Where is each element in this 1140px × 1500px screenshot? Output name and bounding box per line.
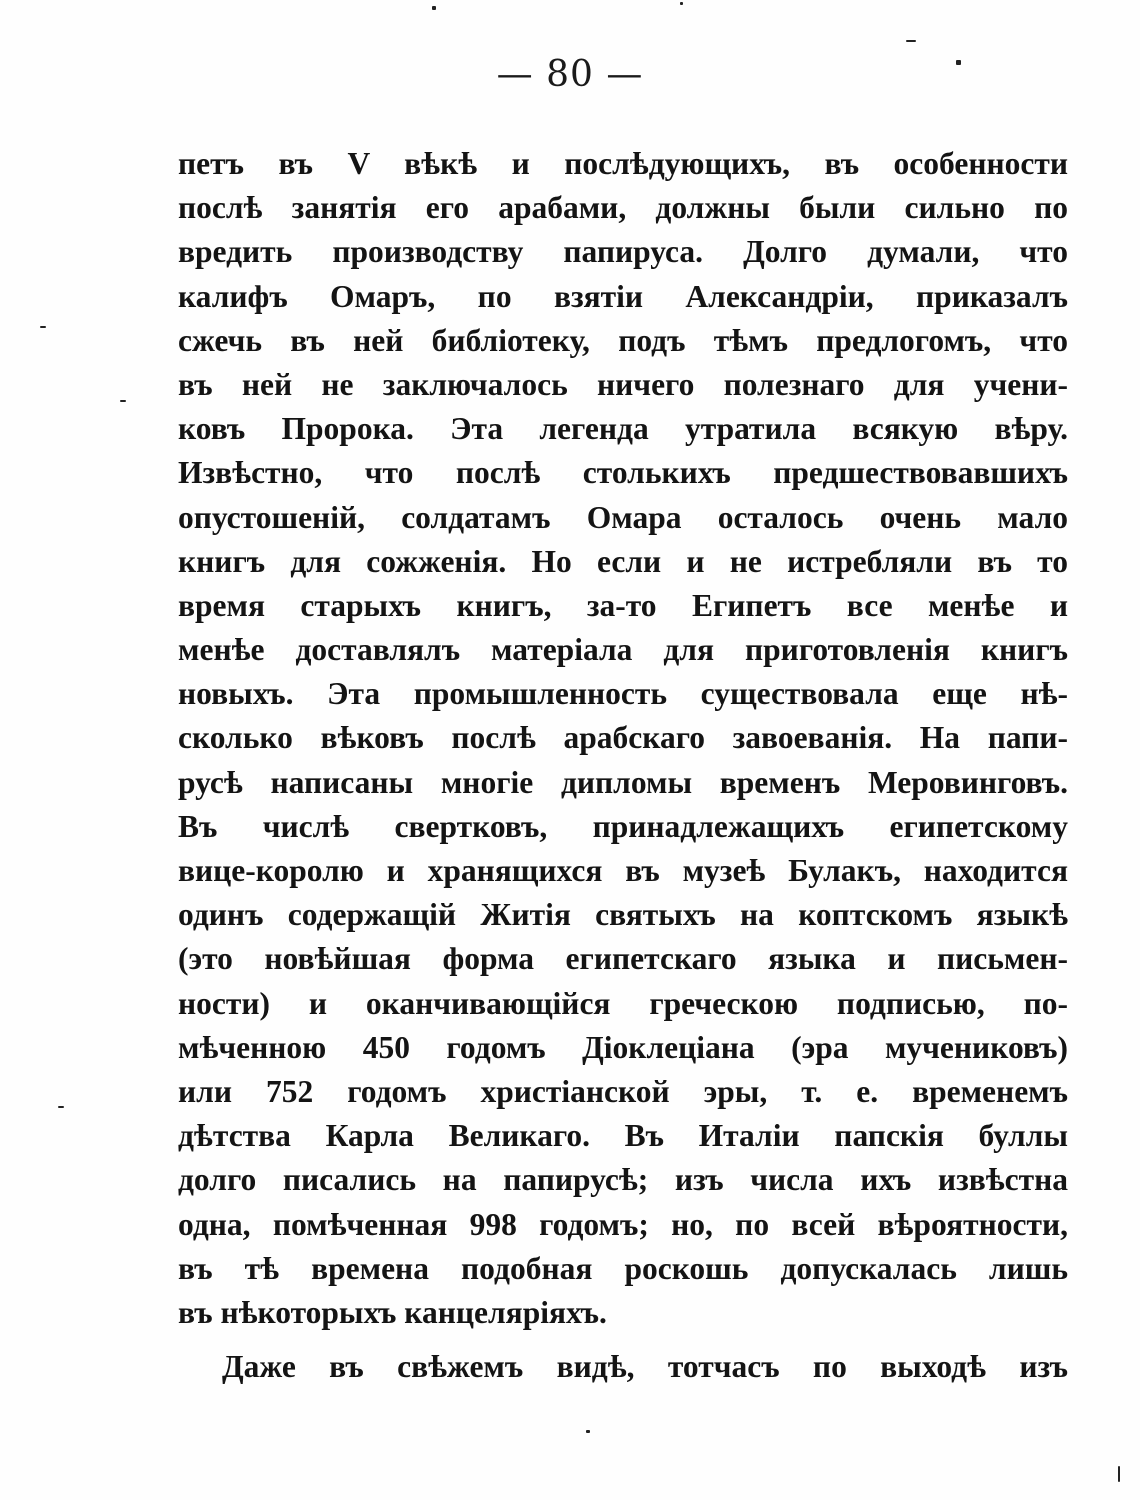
text-line: вице-королю и хранящихся въ музеѣ Булакъ, находится (178, 853, 1068, 888)
text-line: Извѣстно, что послѣ столькихъ предшествовавшихъ (178, 455, 1068, 491)
text-line: долго писались на папирусѣ; изъ числа ихъ извѣстна (178, 1162, 1068, 1198)
print-speck (680, 2, 683, 5)
text-line: (это новѣйшая форма египетскаго языка и письмен- (178, 941, 1068, 977)
print-speck (906, 40, 916, 42)
text-line: ковъ Пророка. Эта легенда утратила всякую вѣру. (178, 411, 1068, 447)
text-line: въ нѣкоторыхъ канцеляріяхъ. (178, 1294, 607, 1330)
text-line: послѣ занятія его арабами, должны были сильно по (178, 190, 1068, 226)
print-speck (120, 400, 126, 402)
body-text (178, 142, 1068, 1389)
print-speck (432, 6, 436, 10)
text-line: опустошеній, солдатамъ Омара осталось очень мало (178, 499, 1068, 535)
print-speck (40, 326, 46, 328)
text-line: Въ числѣ свертковъ, принадлежащихъ египетскому (178, 808, 1068, 844)
text-line: русѣ написаны многіе дипломы временъ Меровинговъ. (178, 764, 1068, 800)
text-line: дѣтства Карла Великаго. Въ Италіи папскія буллы (178, 1118, 1068, 1154)
text-line: въ тѣ времена подобная роскошь допускалась лишь (178, 1250, 1068, 1286)
text-line: въ ней не заключалось ничего полезнаго для учени- (178, 366, 1068, 402)
text-line: новыхъ. Эта промышленность существовала еще нѣ- (178, 676, 1068, 712)
print-speck (586, 1430, 590, 1433)
text-line: менѣе доставлялъ матеріала для приготовленія книгъ (178, 632, 1068, 668)
print-speck (58, 1106, 64, 1108)
text-line: вредить производству папируса. Долго думали, что (178, 234, 1068, 270)
print-speck (1118, 1466, 1120, 1482)
text-line: одинъ содержащій Житія святыхъ на коптскомъ языкѣ (178, 897, 1068, 933)
text-line: время старыхъ книгъ, за-то Египетъ все менѣе и (178, 587, 1068, 623)
text-line: Даже въ свѣжемъ видѣ, тотчасъ по выходѣ изъ (222, 1349, 1068, 1385)
text-line: сколько вѣковъ послѣ арабскаго завоеванія. На папи- (178, 720, 1068, 756)
text-line: мѣченною 450 годомъ Діоклеціана (эра мучениковъ) (178, 1029, 1068, 1065)
text-line: петъ въ V вѣкѣ и послѣдующихъ, въ особенности (178, 146, 1068, 181)
paragraph (178, 1345, 1068, 1389)
print-speck (956, 60, 961, 65)
text-line: книгъ для сожженія. Но если и не истребляли въ то (178, 543, 1068, 579)
text-line: калифъ Омаръ, по взятіи Александріи, приказалъ (178, 278, 1068, 314)
paragraph-gap (178, 1335, 1068, 1345)
text-line: ности) и оканчивающійся греческою подписью, по- (178, 985, 1068, 1021)
paragraph (178, 142, 1068, 1335)
text-line: сжечь въ ней библіотеку, подъ тѣмъ предлогомъ, что (178, 322, 1068, 358)
text-line: или 752 годомъ христіанской эры, т. е. временемъ (178, 1073, 1068, 1109)
page-number: — 80 — (496, 54, 644, 95)
text-line: одна, помѣченная 998 годомъ; но, по всей вѣроятности, (178, 1206, 1068, 1242)
